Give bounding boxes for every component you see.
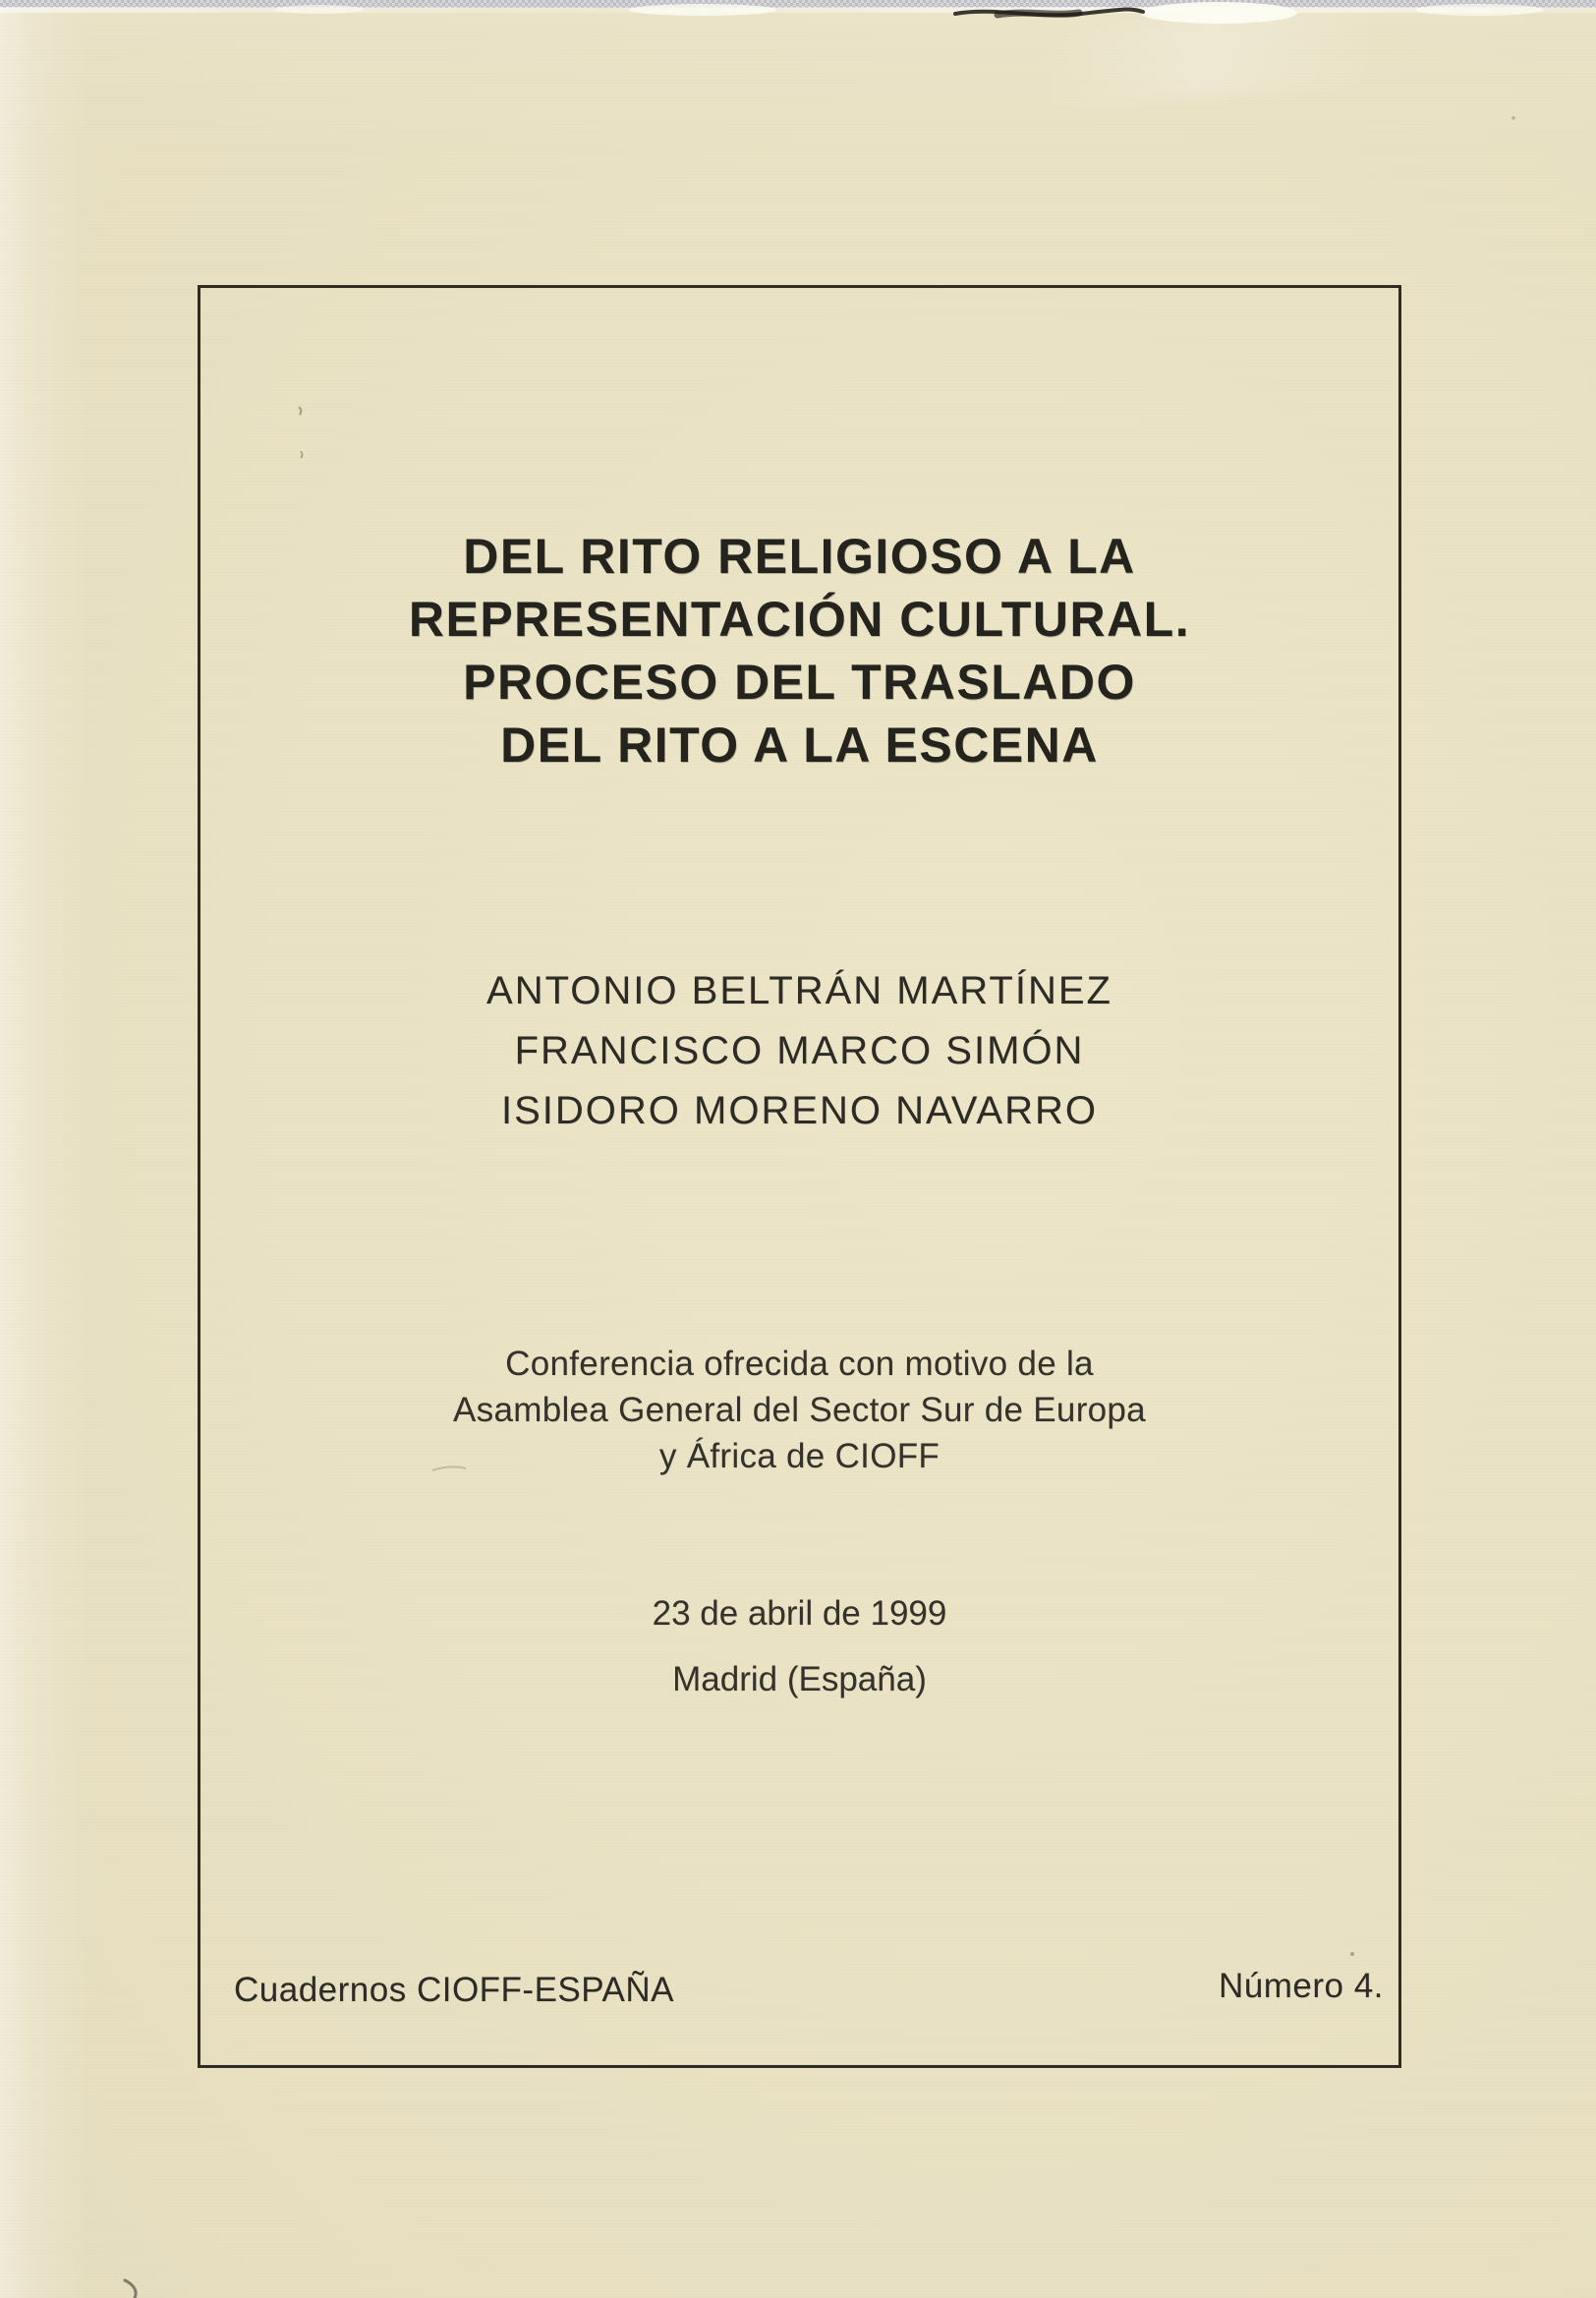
series-title: Cuadernos CIOFF-ESPAÑA xyxy=(234,1971,674,2009)
event-description xyxy=(198,1341,1401,1479)
event-line-3: y África de CIOFF xyxy=(658,1437,940,1475)
author-2: FRANCISCO MARCO SIMÓN xyxy=(514,1029,1085,1072)
author-3: ISIDORO MORENO NAVARRO xyxy=(500,1089,1098,1132)
cover-title xyxy=(198,525,1401,776)
title-line-3: PROCESO DEL TRASLADO xyxy=(463,655,1136,710)
event-date: 23 de abril de 1999 xyxy=(652,1594,947,1633)
title-line-4: DEL RITO A LA ESCENA xyxy=(500,718,1099,773)
author-1: ANTONIO BELTRÁN MARTÍNEZ xyxy=(486,969,1112,1012)
title-line-1: DEL RITO RELIGIOSO A LA xyxy=(463,529,1136,584)
event-line-2: Asamblea General del Sector Sur de Europa xyxy=(453,1391,1146,1429)
issue-number: Número 4. xyxy=(1219,1967,1384,2005)
event-line-1: Conferencia ofrecida con motivo de la xyxy=(505,1345,1094,1383)
title-line-2: REPRESENTACIÓN CULTURAL. xyxy=(408,592,1191,647)
event-place: Madrid (España) xyxy=(672,1660,927,1698)
author-list xyxy=(198,961,1401,1141)
